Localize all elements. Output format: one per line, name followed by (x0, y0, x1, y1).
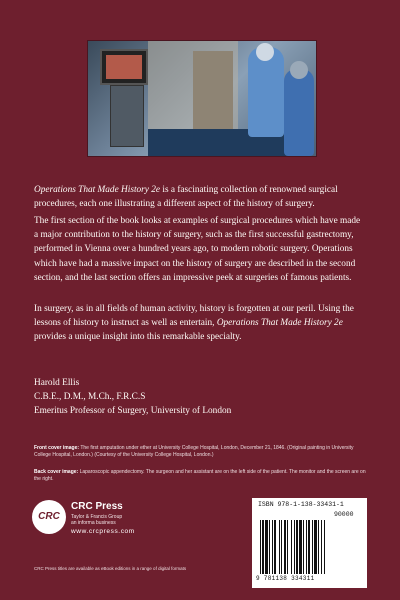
barcode-bars (258, 520, 361, 574)
barcode-bar (312, 520, 313, 574)
photo-equipment-tower (110, 85, 144, 147)
barcode-bar (324, 520, 325, 574)
barcode-bar (306, 520, 307, 574)
barcode-bar (262, 520, 264, 574)
barcode-bar (265, 520, 268, 574)
barcode-bar (269, 520, 270, 574)
barcode-bar (308, 520, 310, 574)
publisher-line2: an informa business (71, 520, 116, 526)
barcode-bar (287, 520, 288, 574)
barcode-bar (284, 520, 286, 574)
barcode-bar (303, 520, 304, 574)
barcode-bar (314, 520, 317, 574)
photo-assistant-head (290, 61, 308, 79)
publisher-group (71, 514, 122, 526)
author-role: Emeritus Professor of Surgery, University of London (34, 406, 232, 417)
crc-logo-icon (32, 500, 66, 534)
barcode-bar (260, 520, 261, 574)
publisher-line1: Taylor & Francis Group (71, 514, 123, 520)
credit-label: Front cover image: (34, 445, 80, 451)
blurb-paragraph-1 (34, 183, 366, 211)
photo-assistant (284, 69, 314, 156)
barcode-bar (318, 520, 319, 574)
credit-text: The first amputation under ether at University College Hospital, London, December 21, 1846. (Original painting in University College Hospital, London.) (Courtesy of the University College Hospital, London.) (34, 445, 354, 458)
barcode-bar (321, 520, 322, 574)
author-name: Harold Ellis (34, 378, 80, 388)
barcode-bar (281, 520, 282, 574)
barcode-bar (279, 520, 280, 574)
barcode-bar (294, 520, 295, 574)
photo-surgeon-head (256, 43, 274, 61)
credit-text: Laparoscopic appendectomy. The surgeon and her assistant are on the left side of the patient. The monitor and the screen are on the right. (34, 469, 366, 482)
blurb-paragraph-2 (34, 214, 366, 285)
book-title: Operations That Made History 2e (216, 318, 343, 329)
blurb-text: The first section of the book looks at examples of surgical procedures which have made a major contribution to the history of surgery, such as the first successful gastrectomy, performed in Vienna over a hundred years ago, to modern robotic surgery. Operations which have had a massive impact on the history of surgery are described in the second section, and the last section offers an impressive peek at surgeries of famous patients. (34, 216, 361, 283)
photo-door (193, 51, 233, 131)
isbn-text: ISBN 978-1-138-33431-1 (258, 501, 344, 508)
barcode-bar (272, 520, 273, 574)
author-block (34, 376, 366, 419)
barcode-bar (274, 520, 276, 574)
barcode-number: 9 781138 334311 (256, 575, 315, 582)
photo-monitor (100, 49, 148, 85)
cover-photo (87, 40, 317, 157)
author-degrees: C.B.E., D.M., M.Ch., F.R.C.S (34, 392, 146, 403)
price-code: 90000 (334, 511, 354, 518)
crc-logo-text: CRC (38, 511, 60, 522)
blurb-text: is a fascinating collection of renowned surgical procedures, each one illustrating a different aspect of the history of surgery. (34, 185, 338, 210)
publisher-url: www.crcpress.com (71, 528, 135, 535)
photo-monitor-screen (106, 55, 142, 79)
credit-label: Back cover image: (34, 469, 79, 475)
barcode-bar (291, 520, 292, 574)
barcode-bar (296, 520, 298, 574)
blurb-text: provides a unique insight into this remarkable specialty. (34, 332, 242, 343)
book-title: Operations That Made History 2e (34, 185, 161, 195)
publisher-block (32, 498, 202, 543)
ebook-note: CRC Press titles are available as eBook editions in a range of digital formats (34, 566, 187, 571)
barcode-bar (299, 520, 302, 574)
back-cover-credit (34, 469, 366, 482)
publisher-name: CRC Press (71, 501, 123, 512)
blurb-text: In surgery, as in all fields of human activity, history is forgotten at our peril. Using the lessons of history to instruct as well as entertain, (34, 304, 354, 329)
barcode-box (252, 498, 367, 588)
front-cover-credit (34, 445, 366, 458)
blurb-paragraph-3 (34, 302, 366, 345)
